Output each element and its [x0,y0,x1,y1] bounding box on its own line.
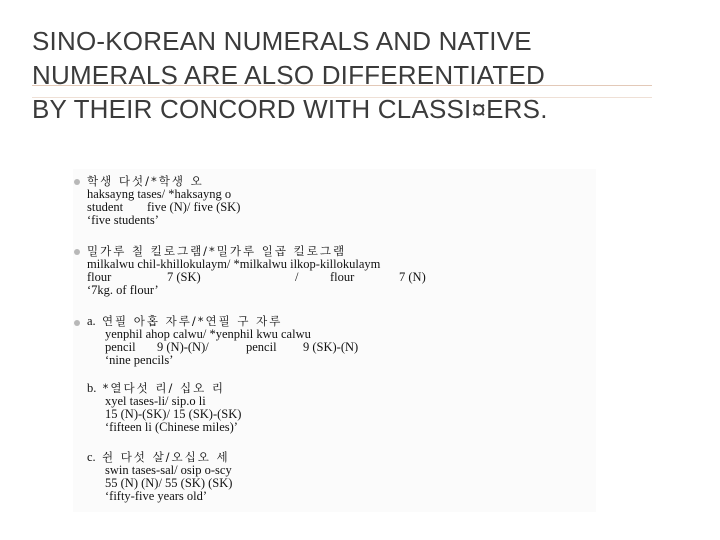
title-divider [32,85,652,99]
korean-line: 학생 다섯/*학생 오 [87,174,204,188]
example-3b [87,382,241,434]
translation-line: ‘fifty-five years old’ [105,489,208,503]
gloss-item: / [295,270,299,284]
example-label: c. [87,450,96,464]
gloss-line [87,200,241,214]
gloss-item: 7 (SK) [167,270,201,284]
gloss-item: pencil [246,340,277,354]
gloss-item: 7 (N) [399,270,426,284]
bullet-mark [74,320,80,326]
example-3c [87,451,232,503]
example-2 [87,244,426,297]
gloss-line: 15 (N)-(SK)/ 15 (SK)-(SK) [105,407,242,421]
translation-line: ‘7kg. of flour’ [87,283,159,297]
gloss-item: pencil [105,340,136,354]
gloss-line: 55 (N) (N)/ 55 (SK) (SK) [105,476,233,490]
korean-line: *열다섯 리/ 십오 리 [102,381,225,395]
korean-line: 밀가루 칠 킬로그램/*밀가루 일곱 킬로그램 [87,244,347,258]
example-3a [87,314,359,367]
gloss-item: 9 (N)-(N)/ [157,340,209,354]
bullet-mark [74,249,80,255]
translation-line: ‘fifteen li (Chinese miles)’ [105,420,238,434]
example-label: b. [87,381,97,395]
romanization-line: yenphil ahop calwu/ *yenphil kwu calwu [105,327,311,341]
example-label: a. [87,314,96,328]
romanization-line: swin tases-sal/ osip o-scy [105,463,232,477]
gloss-item: flour [330,270,355,284]
korean-line: 연필 아홉 자루/*연필 구 자루 [101,314,283,328]
translation-line: ‘five students’ [87,213,159,227]
romanization-line: xyel tases-li/ sip.o li [105,394,206,408]
bullet-mark [74,179,80,185]
romanization-line: milkalwu chil-khillokulaym/ *milkalwu ilkop-killokulaym [87,257,381,271]
title-line: SINO-KOREAN NUMERALS AND NATIVE [32,26,532,56]
translation-line: ‘nine pencils’ [105,353,174,367]
gloss-line [87,270,426,284]
title-line: NUMERALS ARE ALSO DIFFERENTIATED [32,60,546,90]
example-image [73,169,596,512]
gloss-item: student [87,200,124,214]
gloss-item: 9 (SK)-(N) [303,340,359,354]
gloss-item: five (N)/ five (SK) [147,200,241,214]
gloss-item: flour [87,270,112,284]
title-line: BY THEIR CONCORD WITH CLASSI¤ERS. [32,94,548,124]
slide-title [32,24,702,126]
example-1 [87,174,241,227]
gloss-line [105,340,359,354]
korean-line: 쉰 다섯 살/오십오 세 [101,450,230,464]
romanization-line: haksayng tases/ *haksayng o [87,187,232,201]
